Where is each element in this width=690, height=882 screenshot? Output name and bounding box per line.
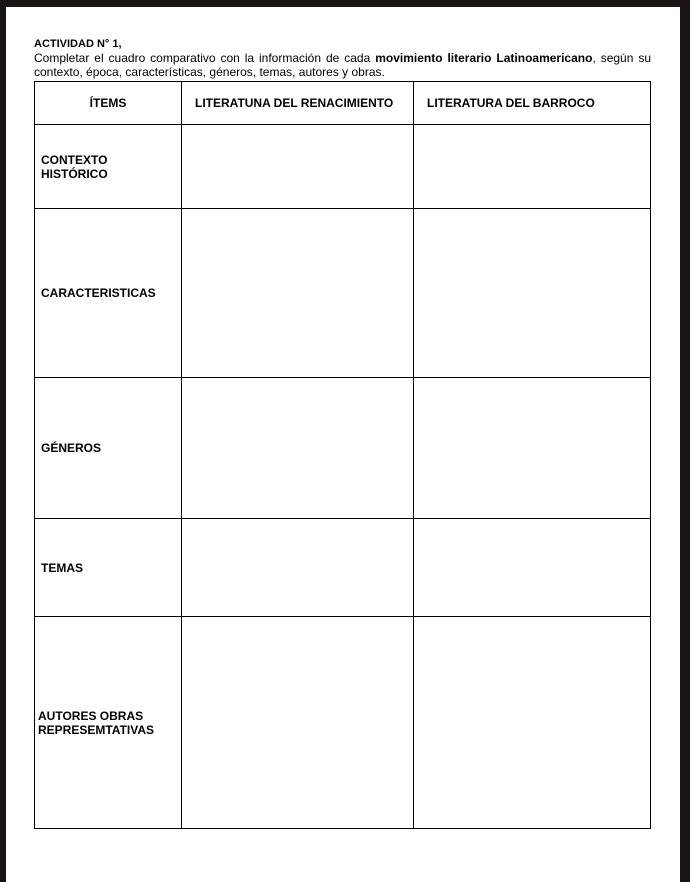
row-label-line: GÉNEROS bbox=[41, 441, 102, 455]
instruction-text-start: Completar el cuadro comparativo con la información de cada bbox=[34, 51, 376, 65]
cell-renacimiento-autores[interactable] bbox=[182, 617, 414, 829]
cell-renacimiento-caracteristicas[interactable] bbox=[182, 209, 414, 378]
document-page bbox=[6, 7, 680, 882]
header-renacimiento: LITERATUNA DEL RENACIMIENTO bbox=[182, 82, 414, 125]
instruction-text-end: , según su contexto, época, características, géneros, temas, autores y obras. bbox=[34, 51, 651, 79]
cell-renacimiento-generos[interactable] bbox=[182, 378, 414, 519]
row-label-line: AUTORES OBRAS bbox=[38, 708, 144, 723]
row-label-caracteristicas bbox=[35, 209, 182, 378]
row-label-temas bbox=[35, 519, 182, 617]
comparison-table bbox=[34, 81, 651, 829]
row-label-line: CONTEXTO bbox=[41, 152, 108, 167]
row-label-generos bbox=[35, 378, 182, 519]
instruction-text-bold: movimiento literario Latinoamericano bbox=[375, 51, 593, 65]
header-items: ÍTEMS bbox=[35, 82, 182, 125]
table-row-generos bbox=[35, 378, 651, 519]
header-barroco: LITERATURA DEL BARROCO bbox=[414, 82, 651, 125]
activity-instructions bbox=[34, 51, 651, 79]
row-label-contexto bbox=[35, 125, 182, 209]
cell-barroco-temas[interactable] bbox=[414, 519, 651, 617]
row-label-autores bbox=[35, 617, 182, 829]
table-header-row bbox=[35, 82, 651, 125]
cell-renacimiento-temas[interactable] bbox=[182, 519, 414, 617]
cell-renacimiento-contexto[interactable] bbox=[182, 125, 414, 209]
row-label-line: HISTÓRICO bbox=[41, 166, 108, 181]
cell-barroco-contexto[interactable] bbox=[414, 125, 651, 209]
activity-title: ACTIVIDAD N° 1, bbox=[34, 38, 122, 50]
row-label-line: TEMAS bbox=[41, 560, 83, 575]
row-label-line: CARACTERISTICAS bbox=[41, 286, 156, 300]
cell-barroco-generos[interactable] bbox=[414, 378, 651, 519]
table-row-autores bbox=[35, 617, 651, 829]
cell-barroco-autores[interactable] bbox=[414, 617, 651, 829]
row-label-line: REPRESEMTATIVAS bbox=[38, 722, 155, 737]
cell-barroco-caracteristicas[interactable] bbox=[414, 209, 651, 378]
table-row-caracteristicas bbox=[35, 209, 651, 378]
table-row-contexto bbox=[35, 125, 651, 209]
table-row-temas bbox=[35, 519, 651, 617]
